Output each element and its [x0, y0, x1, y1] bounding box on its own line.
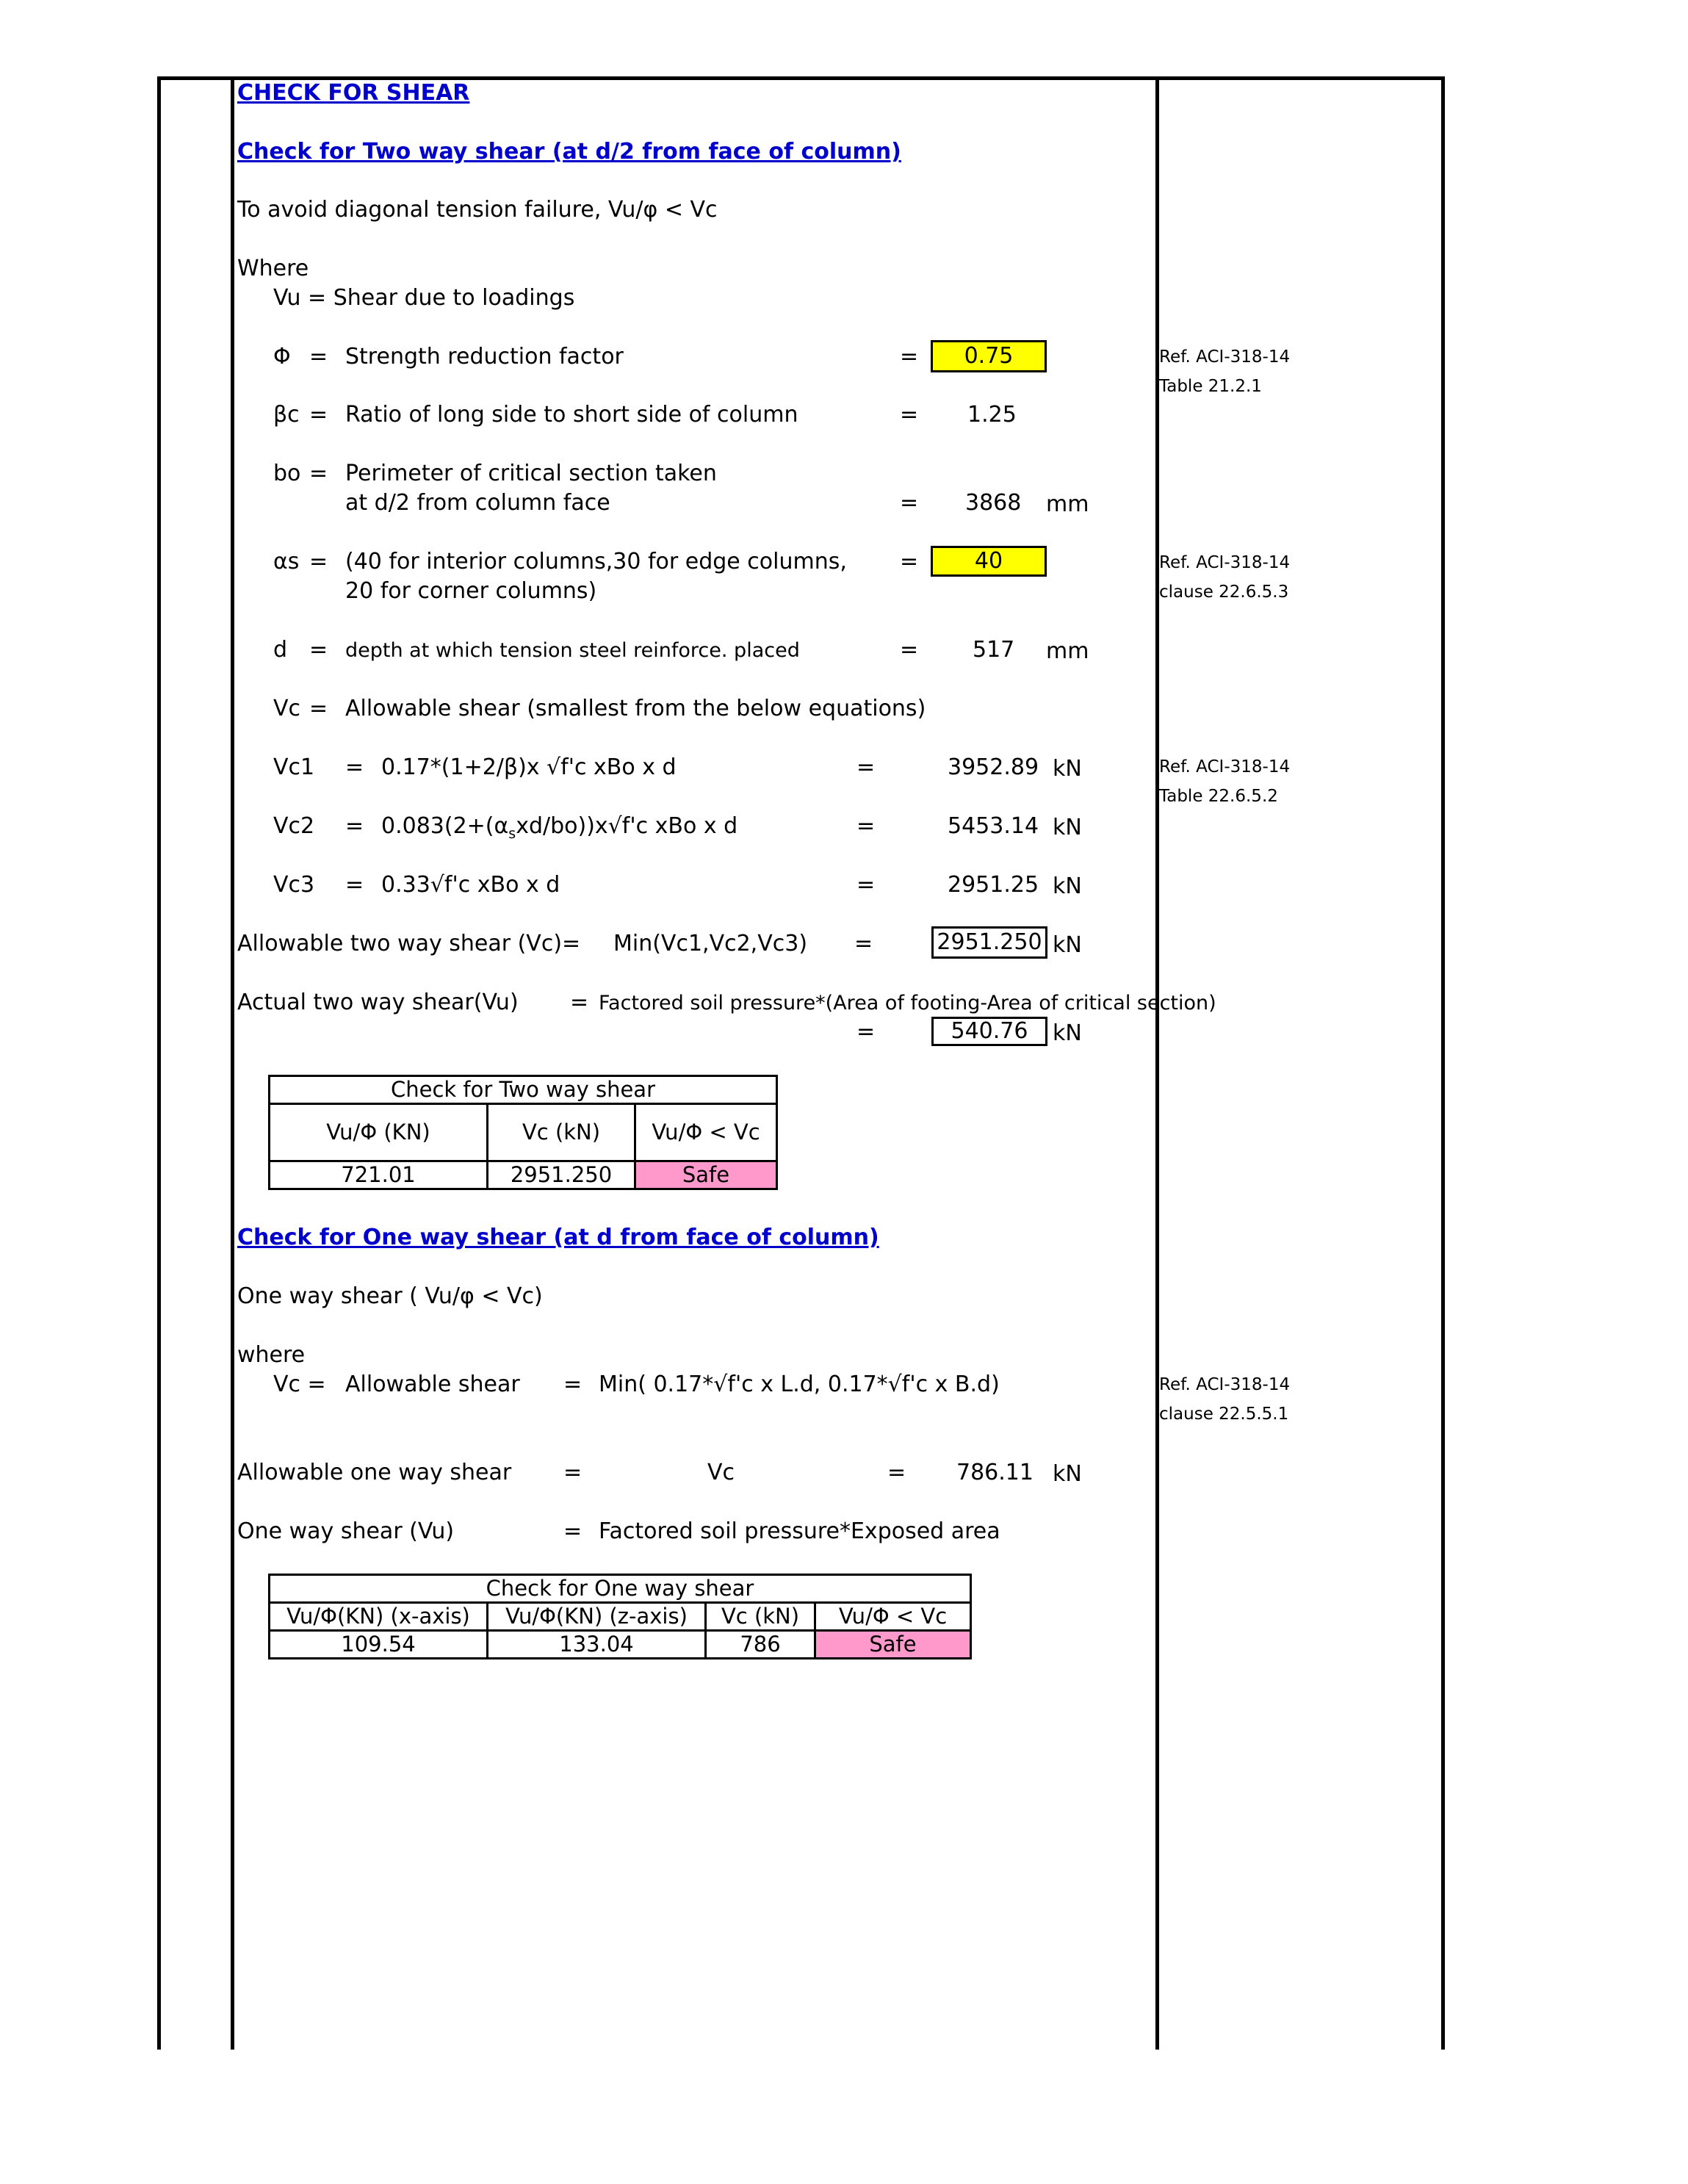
- phi-desc: Strength reduction factor: [345, 344, 624, 370]
- vc2-formula-b: xd/bo))x√f'c xBo x d: [516, 813, 738, 839]
- vc-symbol: Vc: [273, 696, 301, 721]
- d-unit: mm: [1046, 638, 1089, 664]
- two-way-allow-label: Allowable two way shear (Vc)=: [237, 931, 581, 956]
- left-border: [157, 76, 161, 2050]
- d-desc: depth at which tension steel reinforce. placed: [345, 639, 800, 662]
- vc1-symbol: Vc1: [273, 754, 315, 780]
- one-way-header-check: Vu/Φ < Vc: [815, 1603, 971, 1631]
- as-symbol: αs: [273, 549, 300, 574]
- vc1-formula: 0.17*(1+2/β)x √f'c xBo x d: [381, 754, 677, 780]
- two-way-intro: To avoid diagonal tension failure, Vu/φ < Vc: [237, 197, 718, 223]
- bo-value: 3868: [965, 490, 1022, 516]
- one-way-intro: One way shear ( Vu/φ < Vc): [237, 1283, 543, 1309]
- vc3-value: 2951.25: [948, 872, 1039, 898]
- vc3-unit: kN: [1053, 873, 1082, 899]
- vc2-symbol: Vc2: [273, 813, 315, 839]
- two-way-header-vc: Vc (kN): [488, 1104, 635, 1161]
- one-way-vc-symbol: Vc =: [273, 1372, 326, 1397]
- vu-definition: Vu = Shear due to loadings: [273, 285, 575, 311]
- one-way-vc-eq: =: [563, 1372, 582, 1397]
- ref-column-border: [1155, 76, 1159, 2050]
- vc1-unit: kN: [1053, 756, 1082, 782]
- vc2-unit: kN: [1053, 815, 1082, 840]
- vc3-symbol: Vc3: [273, 872, 315, 898]
- two-way-allow-formula: Min(Vc1,Vc2,Vc3): [613, 931, 808, 956]
- two-way-status-badge: Safe: [635, 1161, 777, 1189]
- two-way-actual-label: Actual two way shear(Vu): [237, 990, 519, 1015]
- phi-value[interactable]: 0.75: [931, 340, 1047, 372]
- as-ref-1: Ref. ACI-318-14: [1159, 553, 1291, 572]
- one-way-where: where: [237, 1342, 306, 1368]
- vc2-formula-sub: s: [508, 826, 516, 842]
- vc2-formula-a: 0.083(2+(α: [381, 813, 509, 839]
- phi-ref-2: Table 21.2.1: [1159, 377, 1262, 396]
- one-way-allow-unit: kN: [1053, 1461, 1082, 1487]
- one-way-allow-eq2: =: [887, 1460, 906, 1485]
- two-way-actual-eq2: =: [856, 1019, 876, 1045]
- one-way-status-badge: Safe: [815, 1631, 971, 1659]
- two-way-heading[interactable]: Check for Two way shear (at d/2 from face of column): [237, 139, 901, 165]
- two-way-allow-value: 2951.250: [931, 926, 1047, 959]
- bc-symbol: βc: [273, 402, 300, 428]
- as-ref-2: clause 22.6.5.3: [1159, 583, 1289, 602]
- phi-ref-1: Ref. ACI-318-14: [1159, 347, 1291, 367]
- as-desc-1: (40 for interior columns,30 for edge columns,: [345, 549, 847, 574]
- bo-desc-1: Perimeter of critical section taken: [345, 461, 717, 486]
- vc2-eq: =: [345, 813, 364, 839]
- vc1-eq: =: [345, 754, 364, 780]
- one-way-ref-1: Ref. ACI-318-14: [1159, 1375, 1291, 1394]
- vc2-value: 5453.14: [948, 813, 1039, 839]
- d-value: 517: [973, 637, 1015, 663]
- one-way-header-vc: Vc (kN): [706, 1603, 815, 1631]
- bo-eq: =: [309, 461, 328, 486]
- one-way-cell-vu-x: 109.54: [270, 1631, 488, 1659]
- bo-unit: mm: [1046, 491, 1089, 517]
- two-way-cell-vu: 721.01: [270, 1161, 488, 1189]
- one-way-table-caption: Check for One way shear: [270, 1575, 971, 1603]
- one-way-ref-2: clause 22.5.5.1: [1159, 1405, 1289, 1424]
- where-label: Where: [237, 256, 309, 281]
- one-way-vu-formula: Factored soil pressure*Exposed area: [599, 1518, 1000, 1544]
- section-title[interactable]: CHECK FOR SHEAR: [237, 80, 470, 106]
- inner-left-border: [231, 76, 234, 2050]
- vc2-eq2: =: [856, 813, 876, 839]
- bo-desc-2: at d/2 from column face: [345, 490, 610, 516]
- one-way-check-table: [268, 1574, 972, 1659]
- bo-eq2: =: [900, 490, 919, 516]
- vc3-eq: =: [345, 872, 364, 898]
- vc-desc: Allowable shear (smallest from the below equations): [345, 696, 926, 721]
- two-way-header-vu: Vu/Φ (KN): [270, 1104, 488, 1161]
- one-way-header-vu-z: Vu/Φ(KN) (z-axis): [488, 1603, 706, 1631]
- d-eq2: =: [900, 637, 919, 663]
- one-way-allow-mid: Vc: [707, 1460, 735, 1485]
- phi-symbol: Φ: [273, 344, 291, 370]
- vc1-ref-2: Table 22.6.5.2: [1159, 787, 1278, 806]
- bc-desc: Ratio of long side to short side of column: [345, 402, 798, 428]
- two-way-table-caption: Check for Two way shear: [270, 1076, 777, 1104]
- d-eq: =: [309, 637, 328, 663]
- bo-symbol: bo: [273, 461, 301, 486]
- one-way-header-vu-x: Vu/Φ(KN) (x-axis): [270, 1603, 488, 1631]
- vc2-formula: [381, 815, 737, 841]
- vc1-ref-1: Ref. ACI-318-14: [1159, 757, 1291, 776]
- two-way-cell-vc: 2951.250: [488, 1161, 635, 1189]
- one-way-vc-desc: Allowable shear: [345, 1372, 520, 1397]
- bc-eq2: =: [900, 402, 919, 428]
- vc3-eq2: =: [856, 872, 876, 898]
- one-way-allow-value: 786.11: [956, 1460, 1034, 1485]
- two-way-actual-formula: Factored soil pressure*(Area of footing-Area of critical section): [599, 992, 1216, 1014]
- bc-value: 1.25: [967, 402, 1017, 428]
- phi-eq: =: [309, 344, 328, 370]
- vc1-value: 3952.89: [948, 754, 1039, 780]
- right-border: [1441, 76, 1445, 2050]
- two-way-actual-eq: =: [570, 990, 589, 1015]
- one-way-heading[interactable]: Check for One way shear (at d from face of column): [237, 1225, 879, 1250]
- vc1-eq2: =: [856, 754, 876, 780]
- one-way-vu-label: One way shear (Vu): [237, 1518, 455, 1544]
- two-way-actual-unit: kN: [1053, 1020, 1082, 1046]
- phi-eq2: =: [900, 344, 919, 370]
- one-way-cell-vc: 786: [706, 1631, 815, 1659]
- two-way-allow-unit: kN: [1053, 932, 1082, 958]
- bc-eq: =: [309, 402, 328, 428]
- one-way-vc-formula: Min( 0.17*√f'c x L.d, 0.17*√f'c x B.d): [599, 1372, 1000, 1397]
- vc3-formula: 0.33√f'c xBo x d: [381, 872, 560, 898]
- one-way-allow-eq: =: [563, 1460, 582, 1485]
- as-eq2: =: [900, 549, 919, 574]
- one-way-cell-vu-z: 133.04: [488, 1631, 706, 1659]
- as-desc-2: 20 for corner columns): [345, 578, 597, 604]
- vc-eq: =: [309, 696, 328, 721]
- two-way-allow-eq: =: [854, 931, 873, 956]
- two-way-header-check: Vu/Φ < Vc: [635, 1104, 777, 1161]
- one-way-allow-label: Allowable one way shear: [237, 1460, 512, 1485]
- one-way-vu-eq: =: [563, 1518, 582, 1544]
- as-value[interactable]: 40: [931, 546, 1047, 577]
- as-eq: =: [309, 549, 328, 574]
- two-way-actual-value: 540.76: [931, 1017, 1047, 1046]
- d-symbol: d: [273, 637, 288, 663]
- two-way-check-table: [268, 1075, 778, 1190]
